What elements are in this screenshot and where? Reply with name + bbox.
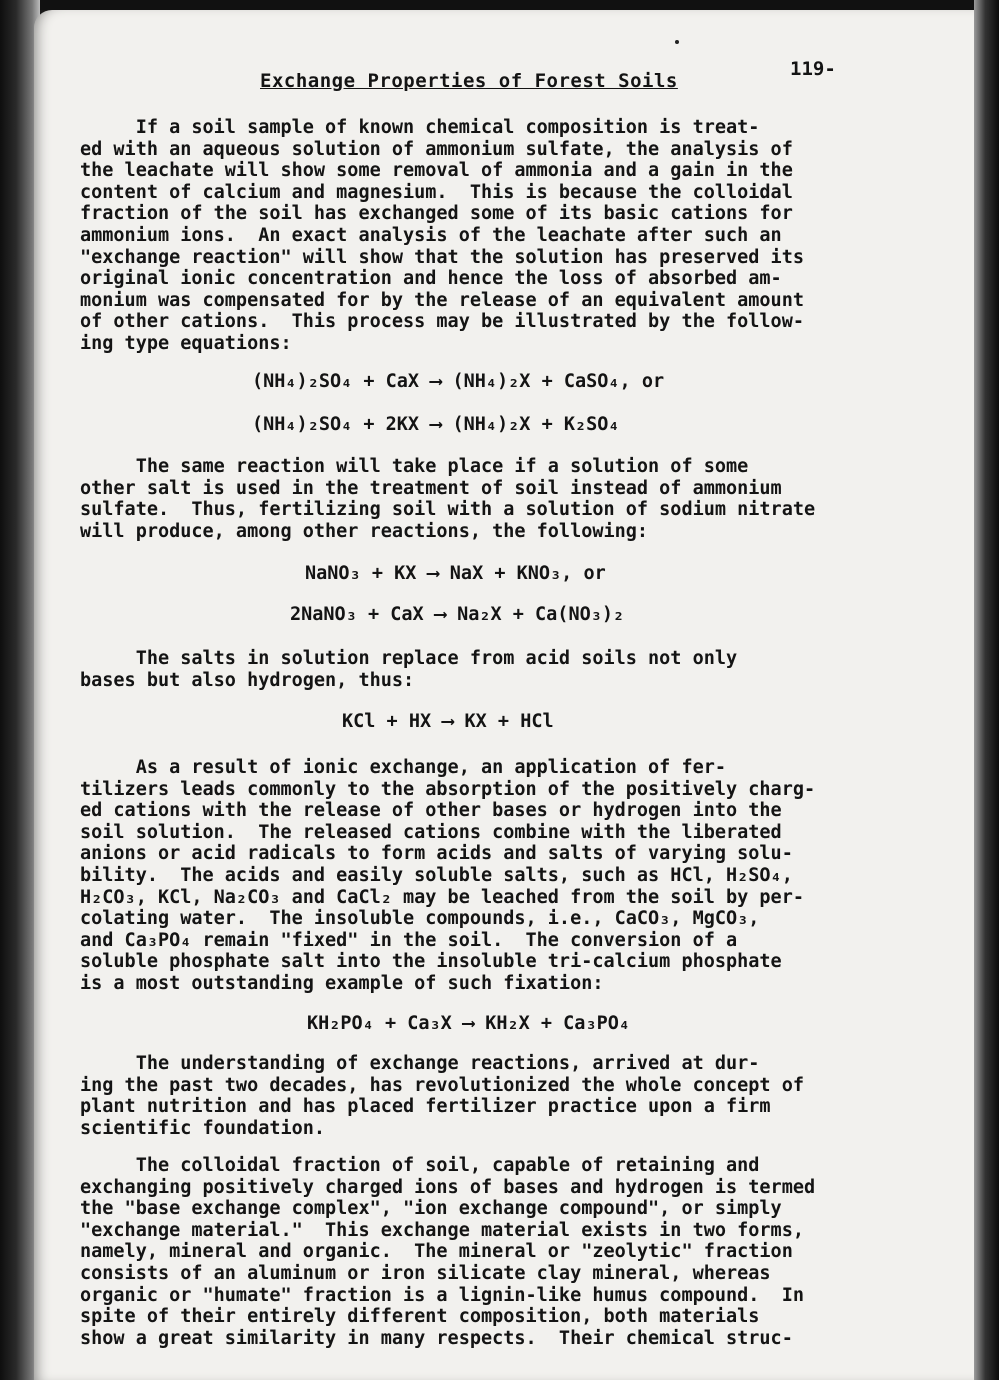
paragraph-1: If a soil sample of known chemical composition is treat- ed with an aqueous solution of ammonium sulfate, the analysis of the leachate will show some removal of ammonia and a gain in the content of calcium and magnesium. This is because the colloidal fraction of the soil has exchanged some of its basic cations for ammonium ions. An exact analysis of the leachate after such an "exchange reaction" will show that the solution has preserved its original ionic concentration and hence the loss of absorbed am- monium was compensated for by the release of an equivalent amount of other cations. This process may be illustrated by the follow- ing type equations: [80,117,804,354]
equation-5: KCl + HX ⟶ KX + HCl [342,711,554,732]
paragraph-5: The understanding of exchange reactions, arrived at dur- ing the past two decades, has revolutionized the whole concept of plant nutrition and has placed fertilizer practice upon a firm scientific foundation. [80,1053,804,1139]
equation-3: NaNO₃ + KX ⟶ NaX + KNO₃, or [305,563,606,584]
equation-6: KH₂PO₄ + Ca₃X ⟶ KH₂X + Ca₃PO₄ [307,1013,631,1034]
equation-4: 2NaNO₃ + CaX ⟶ Na₂X + Ca(NO₃)₂ [290,604,625,625]
book-right-edge [974,0,999,1380]
paragraph-4: As a result of ionic exchange, an application of fer- tilizers leads commonly to the absorption of the positively charg- ed cations with the release of other bases or hydrogen into the soil solution. The released cations combine with the liberated anions or acid radicals to form acids and salts of varying solu- bility. The acids and easily soluble salts, such as HCl, H₂SO₄, H₂CO₃, KCl, Na₂CO₃ and CaCl₂ may be leached from the soil by per- colating water. The insoluble compounds, i.e., CaCO₃, MgCO₃, and Ca₃PO₄ remain "fixed" in the soil. The conversion of a soluble phosphate salt into the insoluble tri-calcium phosphate is a most outstanding example of such fixation: [80,757,816,994]
page-number: 119- [790,58,836,80]
paragraph-6: The colloidal fraction of soil, capable of retaining and exchanging positively charged ions of bases and hydrogen is termed the "base exchange complex", "ion exchange compound", or simply "exchange material." This exchange material exists in two forms, namely, mineral and organic. The mineral or "zeolytic" fraction consists of an aluminum or iron silicate clay mineral, whereas organic or "humate" fraction is a lignin-like humus compound. In spite of their entirely different composition, both materials show a great similarity in many respects. Their chemical struc- [80,1155,816,1349]
equation-1: (NH₄)₂SO₄ + CaX ⟶ (NH₄)₂X + CaSO₄, or [252,371,665,392]
ink-speck [675,40,679,44]
equation-2: (NH₄)₂SO₄ + 2KX ⟶ (NH₄)₂X + K₂SO₄ [252,414,620,435]
scan-top-edge [40,0,980,10]
page-title: Exchange Properties of Forest Soils [260,70,678,92]
paragraph-3: The salts in solution replace from acid soils not only bases but also hydrogen, thus: [80,648,738,691]
paragraph-2: The same reaction will take place if a solution of some other salt is used in the treatment of soil instead of ammonium sulfate. Thus, fertilizing soil with a solution of sodium nitrate will produce, among other reactions, the following: [80,456,816,542]
